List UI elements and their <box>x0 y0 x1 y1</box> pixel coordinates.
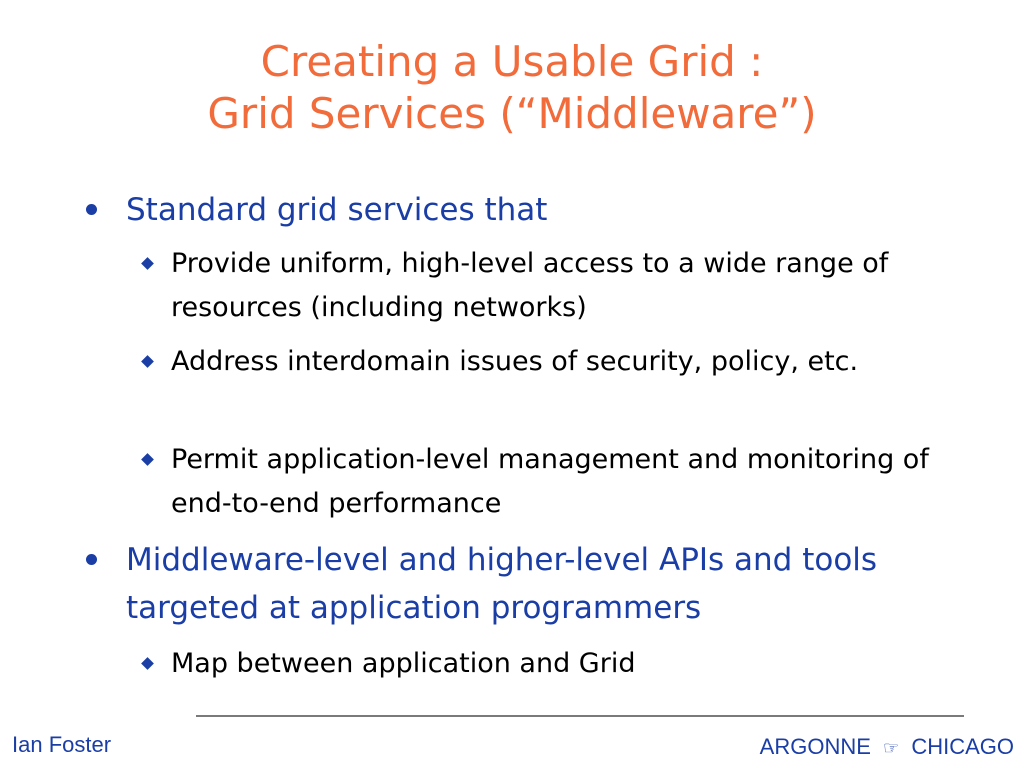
footer-org-chicago: CHICAGO <box>911 734 1014 759</box>
footer-organization <box>760 734 1014 760</box>
sub-bullet-text: Map between application and Grid <box>171 648 636 679</box>
round-bullet-icon <box>86 554 97 565</box>
slide-title <box>0 36 1024 140</box>
sub-bullet-interdomain-issues <box>140 340 960 384</box>
bullet-text: Middleware-level and higher-level APIs and tools targeted at application programmers <box>126 542 878 626</box>
round-bullet-icon <box>86 204 97 215</box>
sub-bullet-uniform-access <box>140 242 960 330</box>
sub-bullet-text: Address interdomain issues of security, policy, etc. <box>171 346 859 377</box>
footer-org-argonne: ARGONNE <box>759 734 871 759</box>
diamond-bullet-icon <box>141 355 154 368</box>
footer-divider <box>196 715 964 717</box>
diamond-bullet-icon <box>141 453 154 466</box>
pointing-hand-icon: ☞ <box>883 738 900 758</box>
footer-author: Ian Foster <box>12 732 112 757</box>
diamond-bullet-icon <box>141 257 154 270</box>
slide-title-line-1: Creating a Usable Grid : <box>260 37 764 86</box>
sub-bullet-map-application-grid <box>140 642 960 686</box>
sub-bullet-text: Permit application-level management and monitoring of end-to-end performance <box>171 444 929 519</box>
sub-bullet-application-management <box>140 438 960 526</box>
slide-title-line-2: Grid Services (“Middleware”) <box>207 89 817 138</box>
bullet-standard-grid-services <box>86 186 966 234</box>
bullet-middleware-apis <box>86 536 966 632</box>
sub-bullet-text: Provide uniform, high-level access to a wide range of resources (including networks) <box>171 248 889 323</box>
diamond-bullet-icon <box>141 657 154 670</box>
bullet-text: Standard grid services that <box>126 192 548 228</box>
